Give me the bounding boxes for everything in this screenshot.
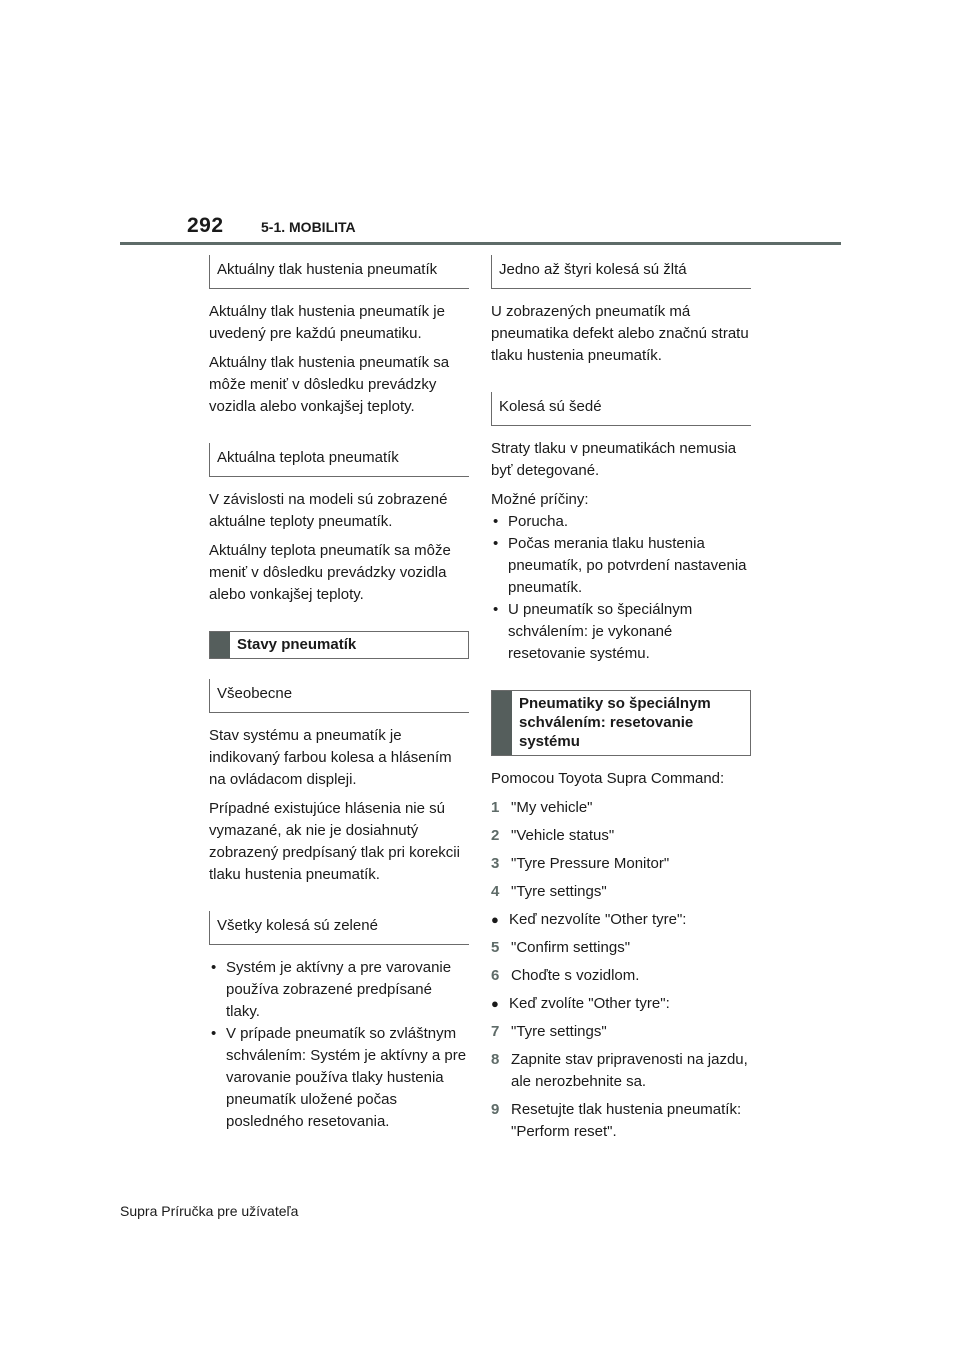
right-column	[491, 255, 751, 1149]
list-item: • Počas merania tlaku hustenia pneumatík, po potvrdení nastavenia pneumatík.	[491, 533, 751, 599]
step	[491, 965, 751, 987]
subheading-all-green: Všetky kolesá sú zelené	[209, 911, 469, 945]
step-text: Zapnite stav pripravenosti na jazdu, ale nerozbehnite sa.	[511, 1051, 748, 1090]
bullet-list	[209, 957, 469, 1133]
page-number: 292	[187, 214, 224, 237]
list-item: • Porucha.	[491, 511, 751, 533]
paragraph: Stav systému a pneumatík je indikovaný farbou kolesa a hlásením na ovládacom displeji.	[209, 727, 452, 788]
paragraph: Aktuálny tlak hustenia pneumatík sa môže meniť v dôsledku prevádzky vozidla alebo vonkajšej teploty.	[209, 354, 450, 415]
section-marker	[210, 632, 230, 658]
step-number: 5	[491, 939, 500, 956]
step-text: Choďte s vozidlom.	[511, 967, 640, 984]
step-text: "Tyre settings"	[511, 883, 607, 900]
paragraph: Pomocou Toyota Supra Command:	[491, 770, 725, 787]
bullet-list	[491, 511, 751, 665]
paragraph: Straty tlaku v pneumatikách nemusia byť detegované.	[491, 440, 737, 479]
subheading-current-temperature: Aktuálna teplota pneumatík	[209, 443, 469, 477]
step	[491, 853, 751, 875]
step-number: 1	[491, 799, 500, 816]
step-number: 6	[491, 967, 500, 984]
step	[491, 881, 751, 903]
step	[491, 825, 751, 847]
condition-text: Keď nezvolíte "Other tyre":	[509, 911, 687, 928]
paragraph: Možné príčiny:	[491, 491, 589, 508]
step-number: 3	[491, 855, 500, 872]
subheading-current-pressure: Aktuálny tlak hustenia pneumatík	[209, 255, 469, 289]
step	[491, 1099, 751, 1143]
paragraph: U zobrazených pneumatík má pneumatika defekt alebo značnú stratu tlaku hustenia pneumatík.	[491, 303, 749, 364]
condition	[491, 909, 751, 931]
step-number: 9	[491, 1101, 500, 1118]
step-text: "Vehicle status"	[511, 827, 615, 844]
step-text: "Confirm settings"	[511, 939, 631, 956]
section-marker	[492, 691, 512, 755]
step-text: "Tyre Pressure Monitor"	[511, 855, 670, 872]
step-number: 8	[491, 1051, 500, 1068]
list-item: • Systém je aktívny a pre varovanie používa zobrazené predpísané tlaky.	[209, 957, 469, 1023]
subheading-yellow-wheels: Jedno až štyri kolesá sú žltá	[491, 255, 751, 289]
section-heading-reset	[491, 690, 751, 756]
footer-title: Supra Príručka pre užívateľa	[120, 1203, 299, 1219]
section-heading-tyre-status	[209, 631, 469, 659]
paragraph: Aktuálny teplota pneumatík sa môže meniť v dôsledku prevádzky vozidla alebo vonkajšej teploty.	[209, 542, 451, 603]
step	[491, 797, 751, 819]
list-item: • V prípade pneumatík so zvláštnym schválením: Systém je aktívny a pre varovanie používa tlaky hustenia pneumatík uložené počas posledného resetovania.	[209, 1023, 469, 1133]
step-number: 4	[491, 883, 500, 900]
step-text: Resetujte tlak hustenia pneumatík: "Perform reset".	[511, 1101, 742, 1140]
step-text: "Tyre settings"	[511, 1023, 607, 1040]
list-item: • U pneumatík so špeciálnym schválením: je vykonané resetovanie systému.	[491, 599, 751, 665]
subheading-grey-wheels: Kolesá sú šedé	[491, 392, 751, 426]
paragraph: Prípadné existujúce hlásenia nie sú vymazané, ak nie je dosiahnutý zobrazený predpísaný tlak pri korekcii tlaku hustenia pneumatík.	[209, 800, 460, 883]
section-title: Stavy pneumatík	[237, 636, 357, 653]
section-header: 5-1. MOBILITA	[261, 219, 356, 235]
step	[491, 1021, 751, 1043]
bullet-dot-icon: ●	[491, 996, 499, 1011]
bullet-dot-icon: ●	[491, 912, 499, 927]
section-title: Pneumatiky so špeciálnym schválením: resetovanie systému	[519, 695, 711, 750]
step-number: 2	[491, 827, 500, 844]
step	[491, 1049, 751, 1093]
step-text: "My vehicle"	[511, 799, 593, 816]
header-divider	[120, 242, 841, 245]
left-column	[209, 255, 469, 1140]
paragraph: V závislosti na modeli sú zobrazené aktuálne teploty pneumatík.	[209, 491, 448, 530]
step	[491, 937, 751, 959]
step-number: 7	[491, 1023, 500, 1040]
paragraph: Aktuálny tlak hustenia pneumatík je uvedený pre každú pneumatiku.	[209, 303, 445, 342]
condition-text: Keď zvolíte "Other tyre":	[509, 995, 670, 1012]
condition	[491, 993, 751, 1015]
subheading-general: Všeobecne	[209, 679, 469, 713]
